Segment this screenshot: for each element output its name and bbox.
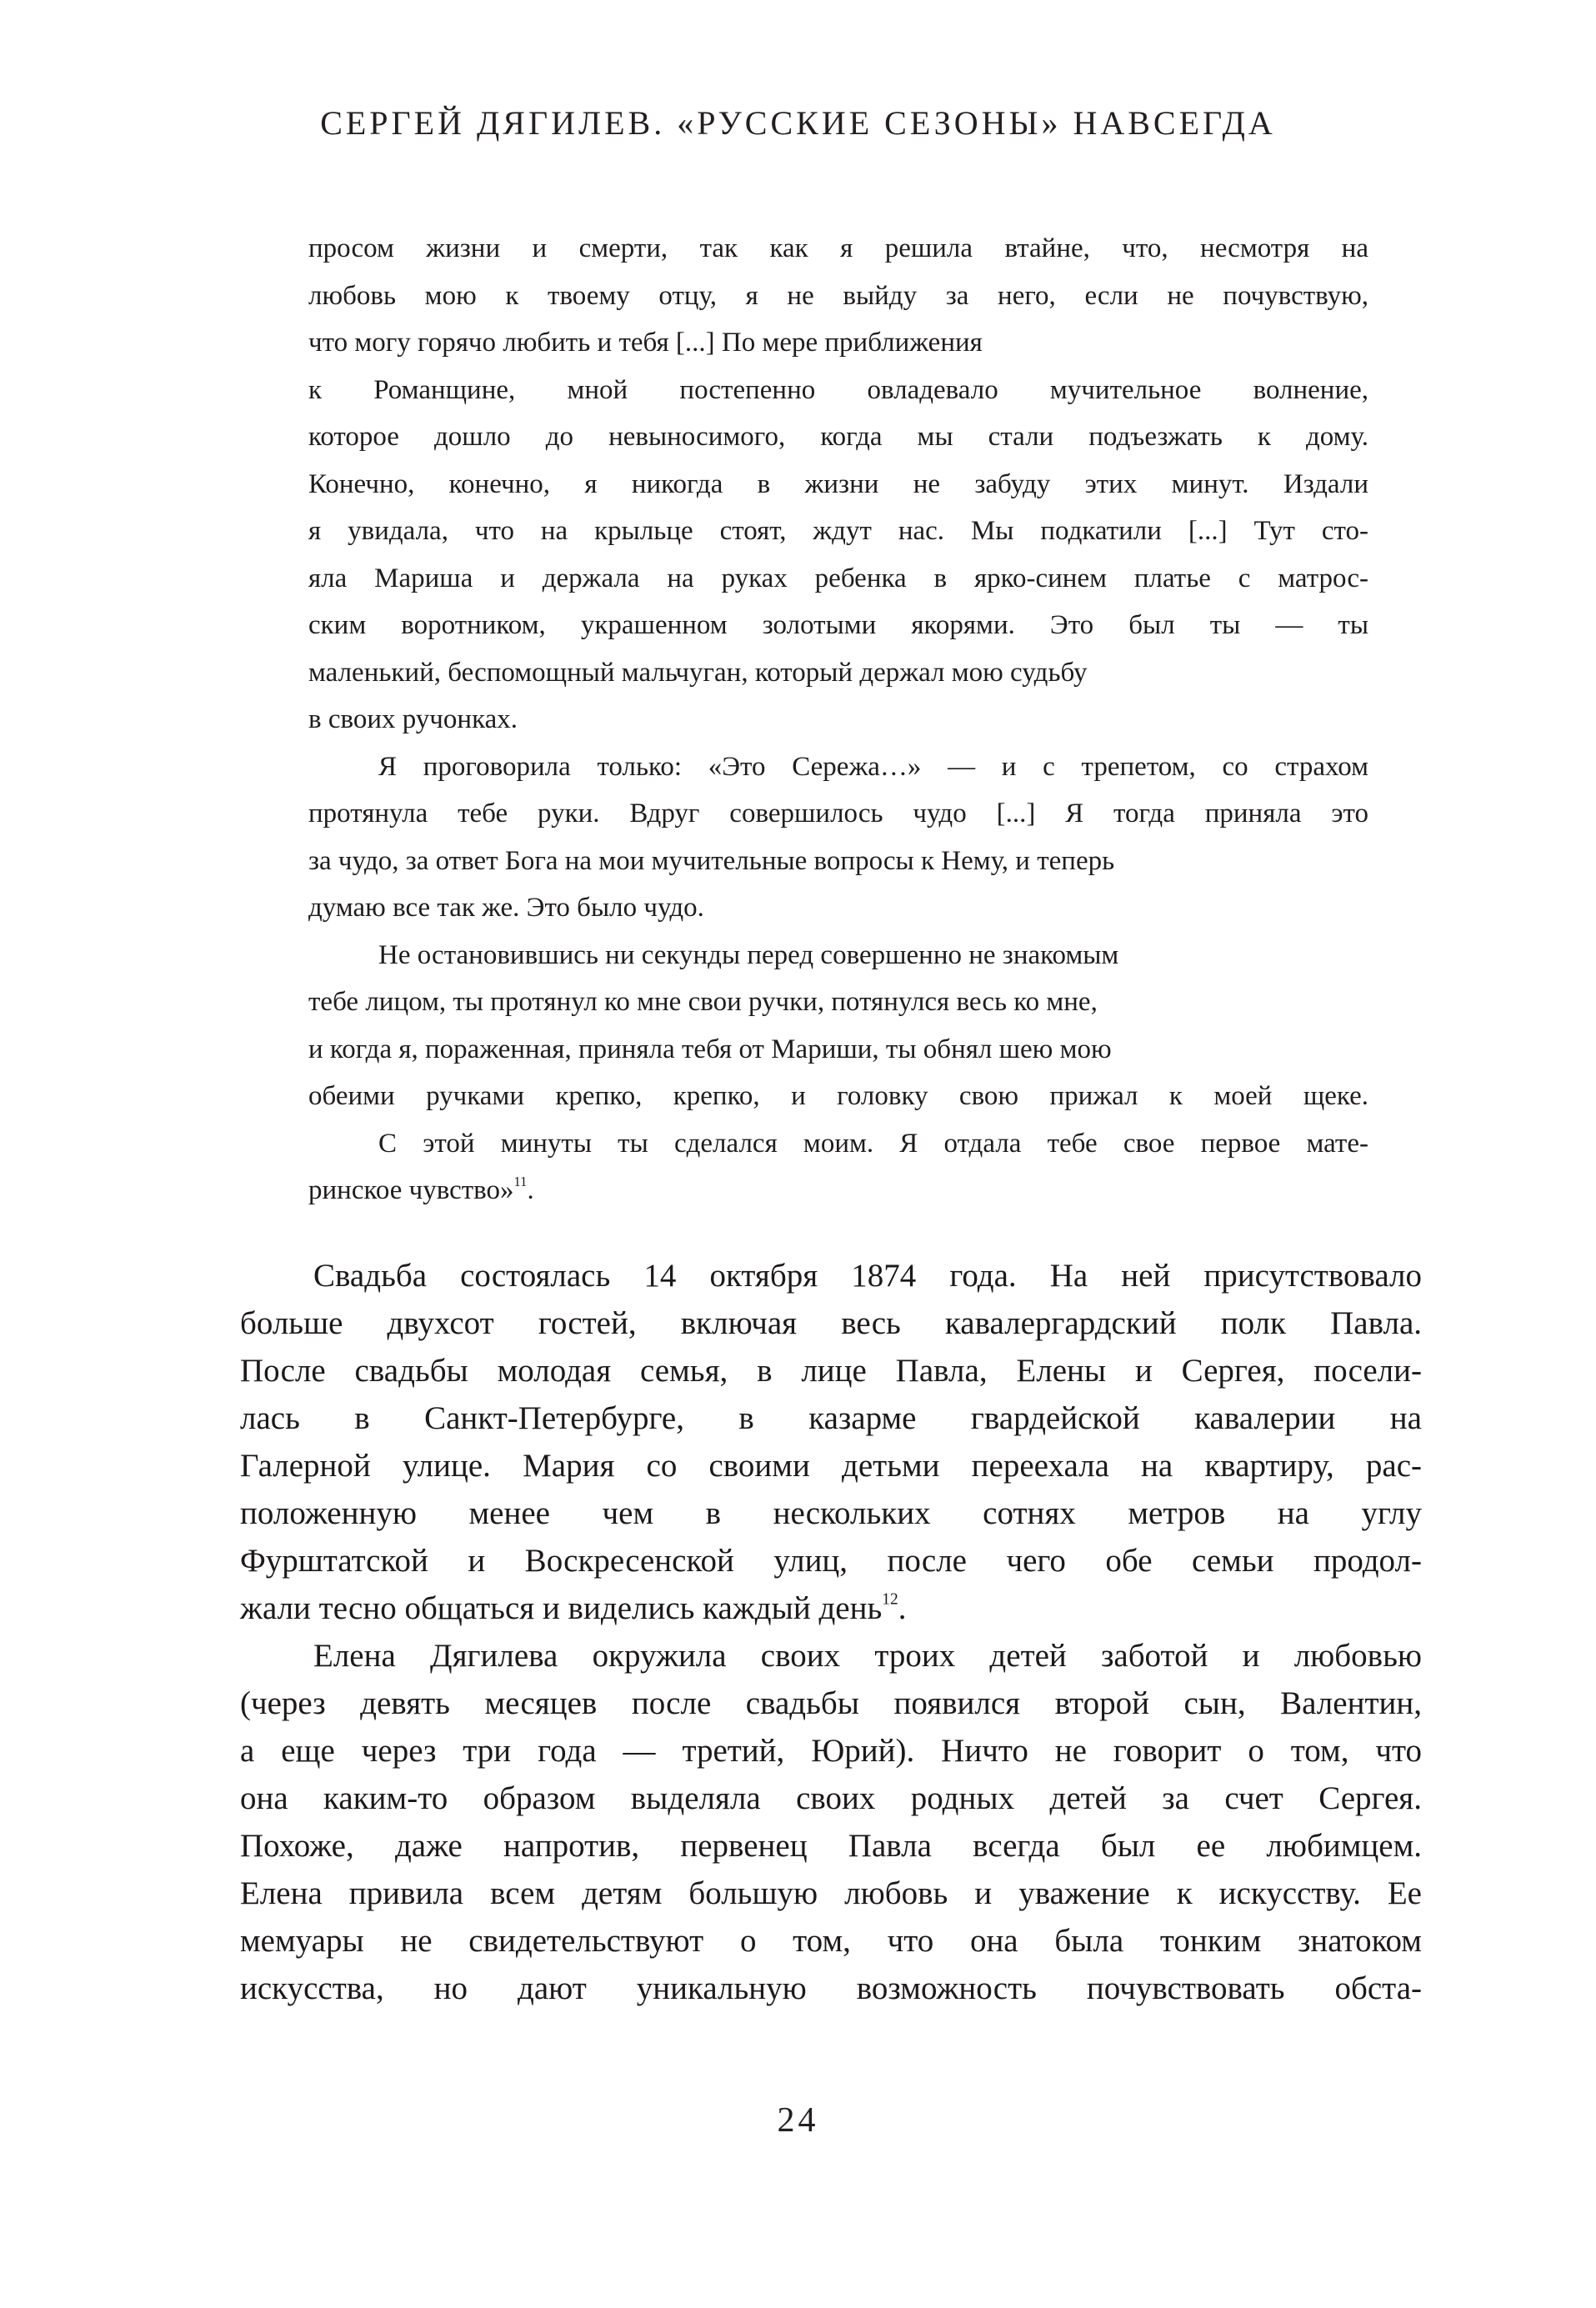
text-fragment: жали тесно общаться и виделись каждый день — [240, 1590, 883, 1626]
text-line: Конечно, конечно, я никогда в жизни не забуду этих минут. Издали — [308, 468, 1368, 499]
quote-paragraph-3 — [308, 932, 1368, 1120]
text-fragment: ринское чувство» — [308, 1175, 514, 1205]
punctuation: . — [898, 1590, 907, 1626]
text-line: Елена Дягилева окружила своих троих детей заботой и любовью — [313, 1638, 1422, 1674]
text-line — [240, 1585, 1422, 1632]
text-line: обеими ручками крепко, крепко, и головку свою прижал к моей щеке. — [308, 1081, 1368, 1111]
footnote-ref-12[interactable]: 12 — [882, 1590, 898, 1609]
block-quote — [308, 225, 1368, 1214]
text-line: маленький, беспомощный мальчуган, который держал мою судьбу — [308, 657, 1088, 688]
text-line: что могу горячо любить и тебя [...] По мере приближения — [308, 328, 983, 358]
text-line: мемуары не свидетельствуют о том, что она была тонким знатоком — [240, 1923, 1422, 1959]
body-paragraph-1 — [240, 1252, 1422, 1632]
text-line: (через девять месяцев после свадьбы появился второй сын, Валентин, — [240, 1685, 1422, 1721]
text-line: просом жизни и смерти, так как я решила втайне, что, несмотря на — [308, 233, 1368, 263]
text-line: Я проговорила только: «Это Сережа…» — и с трепетом, со страхом — [378, 751, 1368, 782]
text-line: Похоже, даже напротив, первенец Павла всегда был ее любимцем. — [240, 1828, 1422, 1864]
text-line: за чудо, за ответ Бога на мои мучительные вопросы к Нему, и теперь — [308, 845, 1115, 876]
footnote-ref-11[interactable]: 11 — [513, 1174, 528, 1190]
text-line: искусства, но дают уникальную возможность почувствовать обста- — [240, 1970, 1422, 2006]
running-head: СЕРГЕЙ ДЯГИЛЕВ. «РУССКИЕ СЕЗОНЫ» НАВСЕГДА — [320, 104, 1276, 142]
punctuation: . — [527, 1175, 534, 1205]
text-line: ским воротником, украшенном золотыми якорями. Это был ты — ты — [308, 610, 1368, 640]
text-line: к Романщине, мной постепенно овладевало мучительное волнение, — [308, 374, 1368, 405]
quote-paragraph-2 — [308, 743, 1368, 932]
text-line: я увидала, что на крыльце стоят, ждут нас. Мы подкатили [...] Тут сто- — [308, 516, 1368, 546]
text-line: яла Мариша и держала на руках ребенка в ярко-синем платье с матрос- — [308, 563, 1368, 593]
text-line: Не остановившись ни секунды перед совершенно не знакомым — [378, 939, 1119, 970]
text-line: лась в Санкт-Петербурге, в казарме гвардейской кавалерии на — [240, 1400, 1422, 1436]
text-line: Свадьба состоялась 14 октября 1874 года. На ней присутствовало — [313, 1258, 1422, 1294]
text-line — [308, 1167, 1368, 1214]
text-line: Елена привила всем детям большую любовь и уважение к искусству. Ее — [240, 1875, 1422, 1911]
text-line: Галерной улице. Мария со своими детьми переехала на квартиру, рас- — [240, 1448, 1422, 1484]
text-line: любовь мою к твоему отцу, я не выйду за него, если не почувствую, — [308, 280, 1368, 311]
text-line: С этой минуты ты сделался моим. Я отдала тебе свое первое мате- — [378, 1128, 1368, 1159]
text-line: думаю все так же. Это было чудо. — [308, 893, 704, 923]
text-line: Фурштатской и Воскресенской улиц, после чего обе семьи продол- — [240, 1543, 1422, 1579]
main-text — [240, 1252, 1422, 2012]
text-line: которое дошло до невыносимого, когда мы стали подъезжать к дому. — [308, 422, 1368, 452]
text-line: тебе лицом, ты протянул ко мне свои ручки, потянулся весь ко мне, — [308, 987, 1098, 1017]
page-number: 24 — [777, 2101, 819, 2140]
text-line: больше двухсот гостей, включая весь кавалергардский полк Павла. — [240, 1305, 1422, 1341]
quote-paragraph-4 — [308, 1120, 1368, 1214]
text-line: После свадьбы молодая семья, в лице Павла, Елены и Сергея, посели- — [240, 1353, 1422, 1389]
text-line: положенную менее чем в нескольких сотнях метров на углу — [240, 1495, 1422, 1531]
text-line: а еще через три года — третий, Юрий). Ничто не говорит о том, что — [240, 1733, 1422, 1769]
text-line: и когда я, пораженная, приняла тебя от Мариши, ты обнял шею мою — [308, 1034, 1112, 1064]
text-line: в своих ручонках. — [308, 704, 518, 734]
body-paragraph-2 — [240, 1632, 1422, 2012]
text-line: она каким-то образом выделяла своих родных детей за счет Сергея. — [240, 1780, 1422, 1816]
quote-paragraph-1 — [308, 225, 1368, 743]
text-line: протянула тебе руки. Вдруг совершилось чудо [...] Я тогда приняла это — [308, 799, 1368, 829]
